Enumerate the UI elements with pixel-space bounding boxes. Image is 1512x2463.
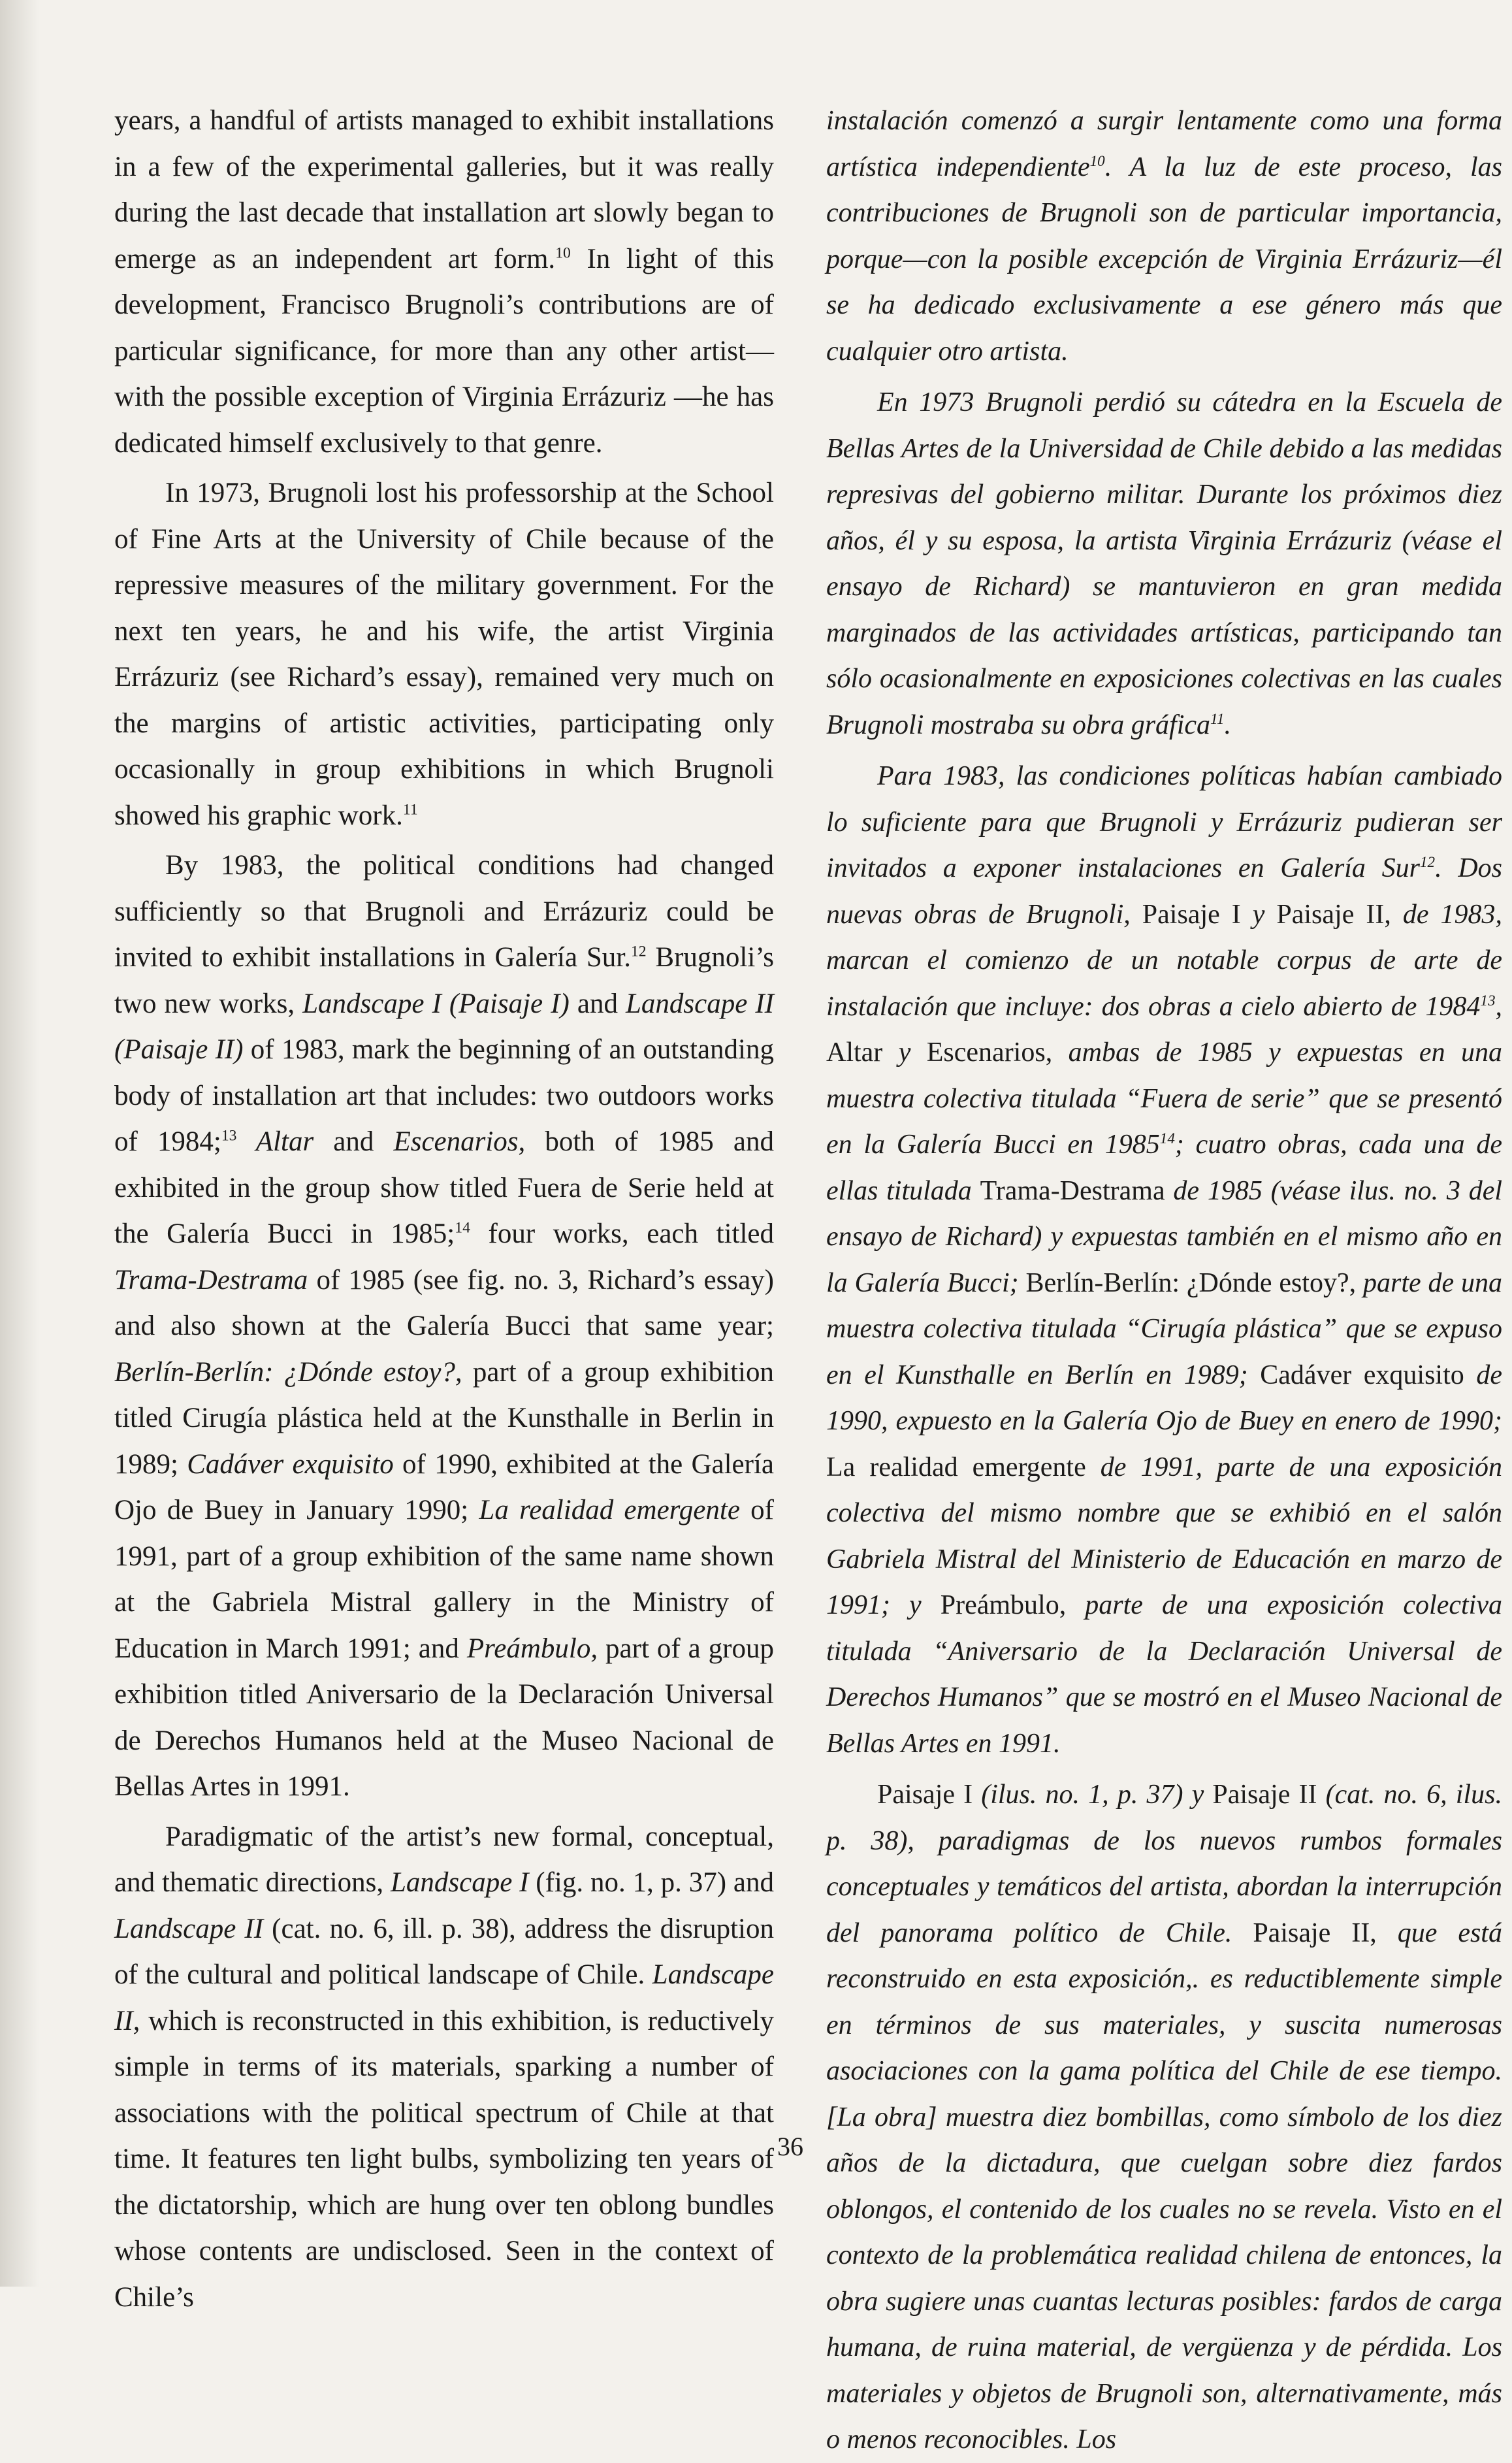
work-title: Paisaje II	[1212, 1780, 1317, 1810]
english-column	[114, 98, 774, 2321]
work-title: Cadáver exquisito	[1260, 1360, 1464, 1390]
work-title: Landscape I	[390, 1867, 529, 1898]
spanish-paragraph-3: Para 1983, las condiciones políticas habían cambiado lo suficiente para que Brugnoli y Errázuriz pudieran ser invitados a exponer instalaciones en Galería Sur$^{12}$. Dos nuevas obras de Brugnoli, Paisaje I y Paisaje II, de 1983, marcan el comienzo de un notable corpus de arte de instalación que incluye: dos obras a cielo abierto de 1984$^{13}$, Altar y Escenarios, ambas de 1985 y expuestas en una muestra colectiva titulada “Fuera de serie” que se presentó en la Galería Bucci en 1985$^{14}$; cuatro obras, cada una de ellas titulada Trama-Destrama de 1985 (véase ilus. no. 3 del ensayo de Richard) y expuestas también en el mismo año en la Galería Bucci; Berlín-Berlín: ¿Dónde estoy?, parte de una muestra colectiva titulada “Cirugía plástica” que se expuso en el Kunsthalle en Berlín en 1989; Cadáver exquisito de 1990, expuesto en la Galería Ojo de Buey en enero de 1990; La realidad emergente de 1991, parte de una exposición colectiva del mismo nombre que se exhibió en el salón Gabriela Mistral del Ministerio de Educación en marzo de 1991; y Preámbulo, parte de una exposición colectiva titulada “Aniversario de la Declaración Universal de Derechos Humanos” que se mostró en el Museo Nacional de Bellas Artes en 1991.	[826, 761, 1503, 1759]
footnote-ref: 14	[1159, 1130, 1175, 1147]
spanish-paragraph-4: Paisaje I (ilus. no. 1, p. 37) y Paisaje II (cat. no. 6, ilus. p. 38), paradigmas de los nuevos rumbos formales conceptuales y temáticos del artista, abordan la interrupción del panorama político de Chile. Paisaje II, que está reconstruido en esta exposición,. es reductiblemente simple en términos de sus materiales, y suscita numerosas asociaciones con la gama política del Chile de ese tiempo. [La obra] muestra diez bombillas, como símbolo de los diez años de la dictadura, que cuelgan sobre diez fardos oblongos, el contenido de los cuales no se revela. Visto en el contexto de la problemática realidad chilena de entonces, la obra sugiere unas cuantas lecturas posibles: fardos de carga humana, de ruina material, de vergüenza y de pérdida. Los materiales y objetos de Brugnoli son, alternativamente, más o menos reconocibles. Los	[826, 1780, 1502, 2455]
work-title: Berlín-Berlín: ¿Dónde estoy?,	[114, 1356, 462, 1388]
work-title: Landscape I (Paisaje I)	[302, 988, 570, 1019]
work-title: Escenarios,	[393, 1126, 526, 1157]
work-title: La realidad emergente	[826, 1452, 1086, 1482]
footnote-ref: 12	[1419, 853, 1436, 870]
spanish-column	[826, 98, 1502, 2463]
english-paragraph-4: Paradigmatic of the artist’s new formal, conceptual, and thematic directions, Landscape I (fig. no. 1, p. 37) and Landscape II (cat. no. 6, ill. p. 38), address the disruption of the cultural and political landscape of Chile. Landscape II, which is reconstructed in this exhibition, is reductively simple in terms of its materials, sparking a number of associations with the political spectrum of Chile at that time. It features ten light bulbs, symbolizing ten years of the dictatorship, which are hung over ten oblong bundles whose contents are undisclosed. Seen in the context of Chile’s	[114, 1821, 775, 2313]
work-title: Altar	[826, 1037, 883, 1068]
work-title: Paisaje I	[877, 1780, 973, 1810]
english-paragraph-3: By 1983, the political conditions had changed sufficiently so that Brugnoli and Errázuriz could be invited to exhibit installations in Galería Sur.$^{12}$ Brugnoli’s two new works, Landscape I (Paisaje I) and Landscape II (Paisaje II) of 1983, mark the beginning of an outstanding body of installation art that includes: two outdoors works of 1984;$^{13}$ Altar and Escenarios, both of 1985 and exhibited in the group show titled Fuera de Serie held at the Galería Bucci in 1985;$^{14}$ four works, each titled Trama-Destrama of 1985 (see fig. no. 3, Richard’s essay) and also shown at the Galería Bucci that same year; Berlín-Berlín: ¿Dónde estoy?, part of a group exhibition titled Cirugía plástica held at the Kunsthalle in Berlin in 1989; Cadáver exquisito of 1990, exhibited at the Galería Ojo de Buey in January 1990; La realidad emergente of 1991, part of a group exhibition of the same name shown at the Gabriela Mistral gallery in the Ministry of Education in March 1991; and Preámbulo, part of a group exhibition titled Aniversario de la Declaración Universal de Derechos Humanos held at the Museo Nacional de Bellas Artes in 1991.	[114, 850, 775, 1802]
footnote-ref: 14	[455, 1219, 470, 1237]
english-paragraph-2: In 1973, Brugnoli lost his professorship at the School of Fine Arts at the University of Chile because of the repressive measures of the military government. For the next ten years, he and his wife, the artist Virginia Errázuriz (see Richard’s essay), remained very much on the margins of artistic activities, participating only occasionally in group exhibitions in which Brugnoli showed his graphic work.$^{11}$	[114, 478, 774, 831]
footnote-ref: 10	[555, 244, 571, 262]
work-title: Altar	[236, 1126, 314, 1157]
english-paragraph-1: years, a handful of artists managed to exhibit installations in a few of the experimental galleries, but it was really during the last decade that installation art slowly began to emerge as an independent art form.$^{10}$ In light of this development, Francisco Brugnoli’s contributions are of particular significance, for more than any other artist—with the possible exception of Virginia Errázuriz —he has dedicated himself exclusively to that genre.	[114, 105, 774, 459]
work-title: Trama-Destrama	[980, 1175, 1165, 1206]
footnote-ref: 13	[221, 1127, 237, 1145]
work-title: Paisaje II,	[1253, 1917, 1377, 1948]
work-title: Landscape II	[114, 1913, 264, 1944]
work-title: Trama-Destrama	[114, 1264, 308, 1296]
work-title: Paisaje I	[1142, 899, 1241, 930]
work-title: La realidad emergente	[479, 1495, 740, 1525]
work-title: Berlín-Berlín: ¿Dónde estoy?,	[1025, 1267, 1357, 1298]
work-title: Landscape II (Paisaje II)	[114, 988, 774, 1065]
spanish-paragraph-2: En 1973 Brugnoli perdió su cátedra en la Escuela de Bellas Artes de la Universidad de Chile debido a las medidas represivas del gobierno militar. Durante los próximos diez años, él y su esposa, la artista Virginia Errázuriz (véase el ensayo de Richard) se mantuvieron en gran medida marginados de las actividades artísticas, participando tan sólo ocasionalmente en exposiciones colectivas en las cuales Brugnoli mostraba su obra gráfica$^{11}$.	[826, 387, 1502, 740]
footnote-ref: 10	[1089, 152, 1105, 169]
page-number: 36	[777, 2132, 803, 2161]
work-title: Escenarios,	[926, 1037, 1053, 1068]
work-title: Cadáver exquisito	[187, 1448, 394, 1480]
footnote-ref: 13	[1480, 991, 1496, 1009]
work-title: Paisaje II,	[1276, 899, 1391, 930]
footnote-ref: 12	[630, 943, 647, 960]
work-title: Preámbulo,	[940, 1590, 1067, 1620]
page-gutter-shadow	[0, 0, 39, 2287]
work-title: Landscape II,	[114, 1959, 774, 2036]
spanish-paragraph-1: instalación comenzó a surgir lentamente como una forma artística independiente$^{10}$. A la luz de este proceso, las contribuciones de Brugnoli son de particular importancia, porque—con la posible excepción de Virginia Errázuriz—él se ha dedicado exclusivamente a ese género más que cualquier otro artista.	[826, 106, 1502, 367]
work-title: Preámbulo,	[466, 1633, 598, 1664]
footnote-ref: 11	[402, 801, 418, 819]
footnote-ref: 11	[1210, 710, 1225, 727]
